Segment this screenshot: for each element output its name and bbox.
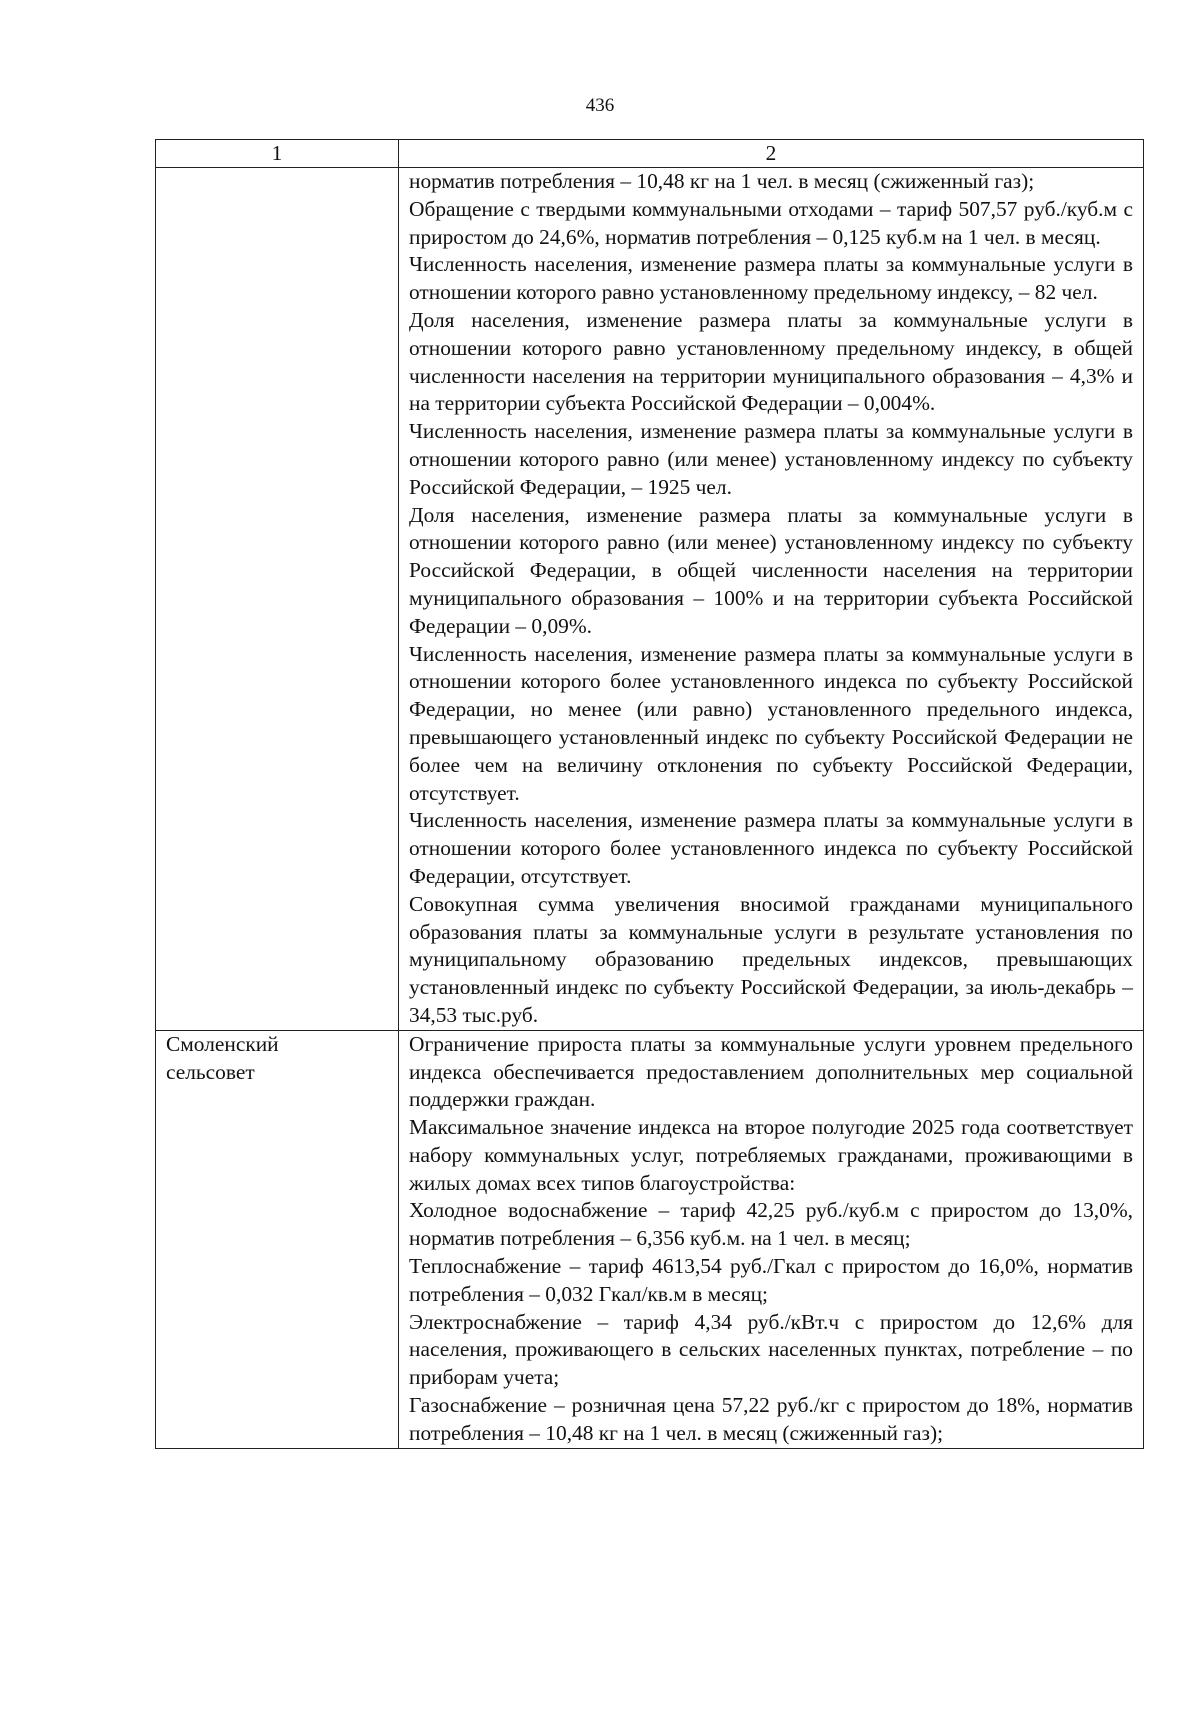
paragraph: Холодное водоснабжение – тариф 42,25 руб./куб.м с приростом до 13,0%, норматив потребления – 6,356 куб.м. на 1 чел. в месяц; — [409, 1198, 1133, 1251]
paragraph: Численность населения, изменение размера платы за коммунальные услуги в отношении которого более установленного индекса по субъекту Российской Федерации, но менее (или равно) установленного предельного индекса, превышающего установленный индекс по субъекту Российской Федерации не более чем на величину отклонения по субъекту Российской Федерации, отсутствует. — [409, 641, 1133, 805]
region-name: Смоленский сельсовет — [166, 1031, 279, 1084]
paragraph: Численность населения, изменение размера платы за коммунальные услуги в отношении которого равно (или менее) установленному индексу по субъекту Российской Федерации, – 1925 чел. — [409, 419, 1133, 499]
paragraph: Ограничение прироста платы за коммунальные услуги уровнем предельного индекса обеспечивается предоставлением дополнительных мер социальной поддержки граждан. — [409, 1031, 1133, 1112]
paragraph: норматив потребления – 10,48 кг на 1 чел. в месяц (сжиженный газ); — [409, 169, 1035, 193]
description-cell — [399, 168, 1144, 1031]
paragraph: Совокупная сумма увеличения вносимой гражданами муниципального образования платы за коммунальные услуги в результате установления по муниципальному образованию предельных индексов, превышающих установленный индекс по субъекту Российской Федерации, за июль-декабрь – 34,53 тыс.руб. — [409, 891, 1133, 1027]
table-row — [156, 168, 1144, 1031]
paragraph: Обращение с твердыми коммунальными отходами – тариф 507,57 руб./куб.м с приростом до 24,6%, норматив потребления – 0,125 куб.м на 1 чел. в месяц. — [409, 196, 1133, 249]
region-cell — [156, 1030, 399, 1448]
paragraph: Численность населения, изменение размера платы за коммунальные услуги в отношении которого равно установленному предельному индексу, – 82 чел. — [409, 252, 1133, 305]
paragraph: Доля населения, изменение размера платы за коммунальные услуги в отношении которого равно установленному предельному индексу, в общей численности населения на территории муниципального образования – 4,3% и на территории субъекта Российской Федерации – 0,004%. — [409, 307, 1133, 416]
table-header-row — [156, 140, 1144, 168]
paragraph: Доля населения, изменение размера платы за коммунальные услуги в отношении которого равно (или менее) установленному индексу по субъекту Российской Федерации, в общей численности населения на территории муниципального образования – 100% и на территории субъекта Российской Федерации – 0,09%. — [409, 502, 1133, 638]
paragraph: Электроснабжение – тариф 4,34 руб./кВт.ч с приростом до 12,6% для населения, проживающего в сельских населенных пунктах, потребление – по приборам учета; — [409, 1309, 1133, 1390]
data-table — [155, 139, 1144, 1449]
paragraph: Численность населения, изменение размера платы за коммунальные услуги в отношении которого более установленного индекса по субъекту Российской Федерации, отсутствует. — [409, 808, 1133, 888]
region-cell — [156, 168, 399, 1031]
description-cell — [399, 1030, 1144, 1448]
table-row — [156, 1030, 1144, 1448]
column-header-1: 1 — [156, 140, 399, 168]
paragraph: Газоснабжение – розничная цена 57,22 руб./кг с приростом до 18%, норматив потребления – 10,48 кг на 1 чел. в месяц (сжиженный газ); — [409, 1393, 1133, 1445]
column-header-2: 2 — [399, 140, 1144, 168]
paragraph: Максимальное значение индекса на второе полугодие 2025 года соответствует набору коммунальных услуг, потребляемых гражданами, проживающими в жилых домах всех типов благоустройства: — [409, 1115, 1133, 1195]
page-number: 436 — [585, 95, 615, 116]
paragraph: Теплоснабжение – тариф 4613,54 руб./Гкал с приростом до 16,0%, норматив потребления – 0,032 Гкал/кв.м в месяц; — [409, 1254, 1133, 1306]
